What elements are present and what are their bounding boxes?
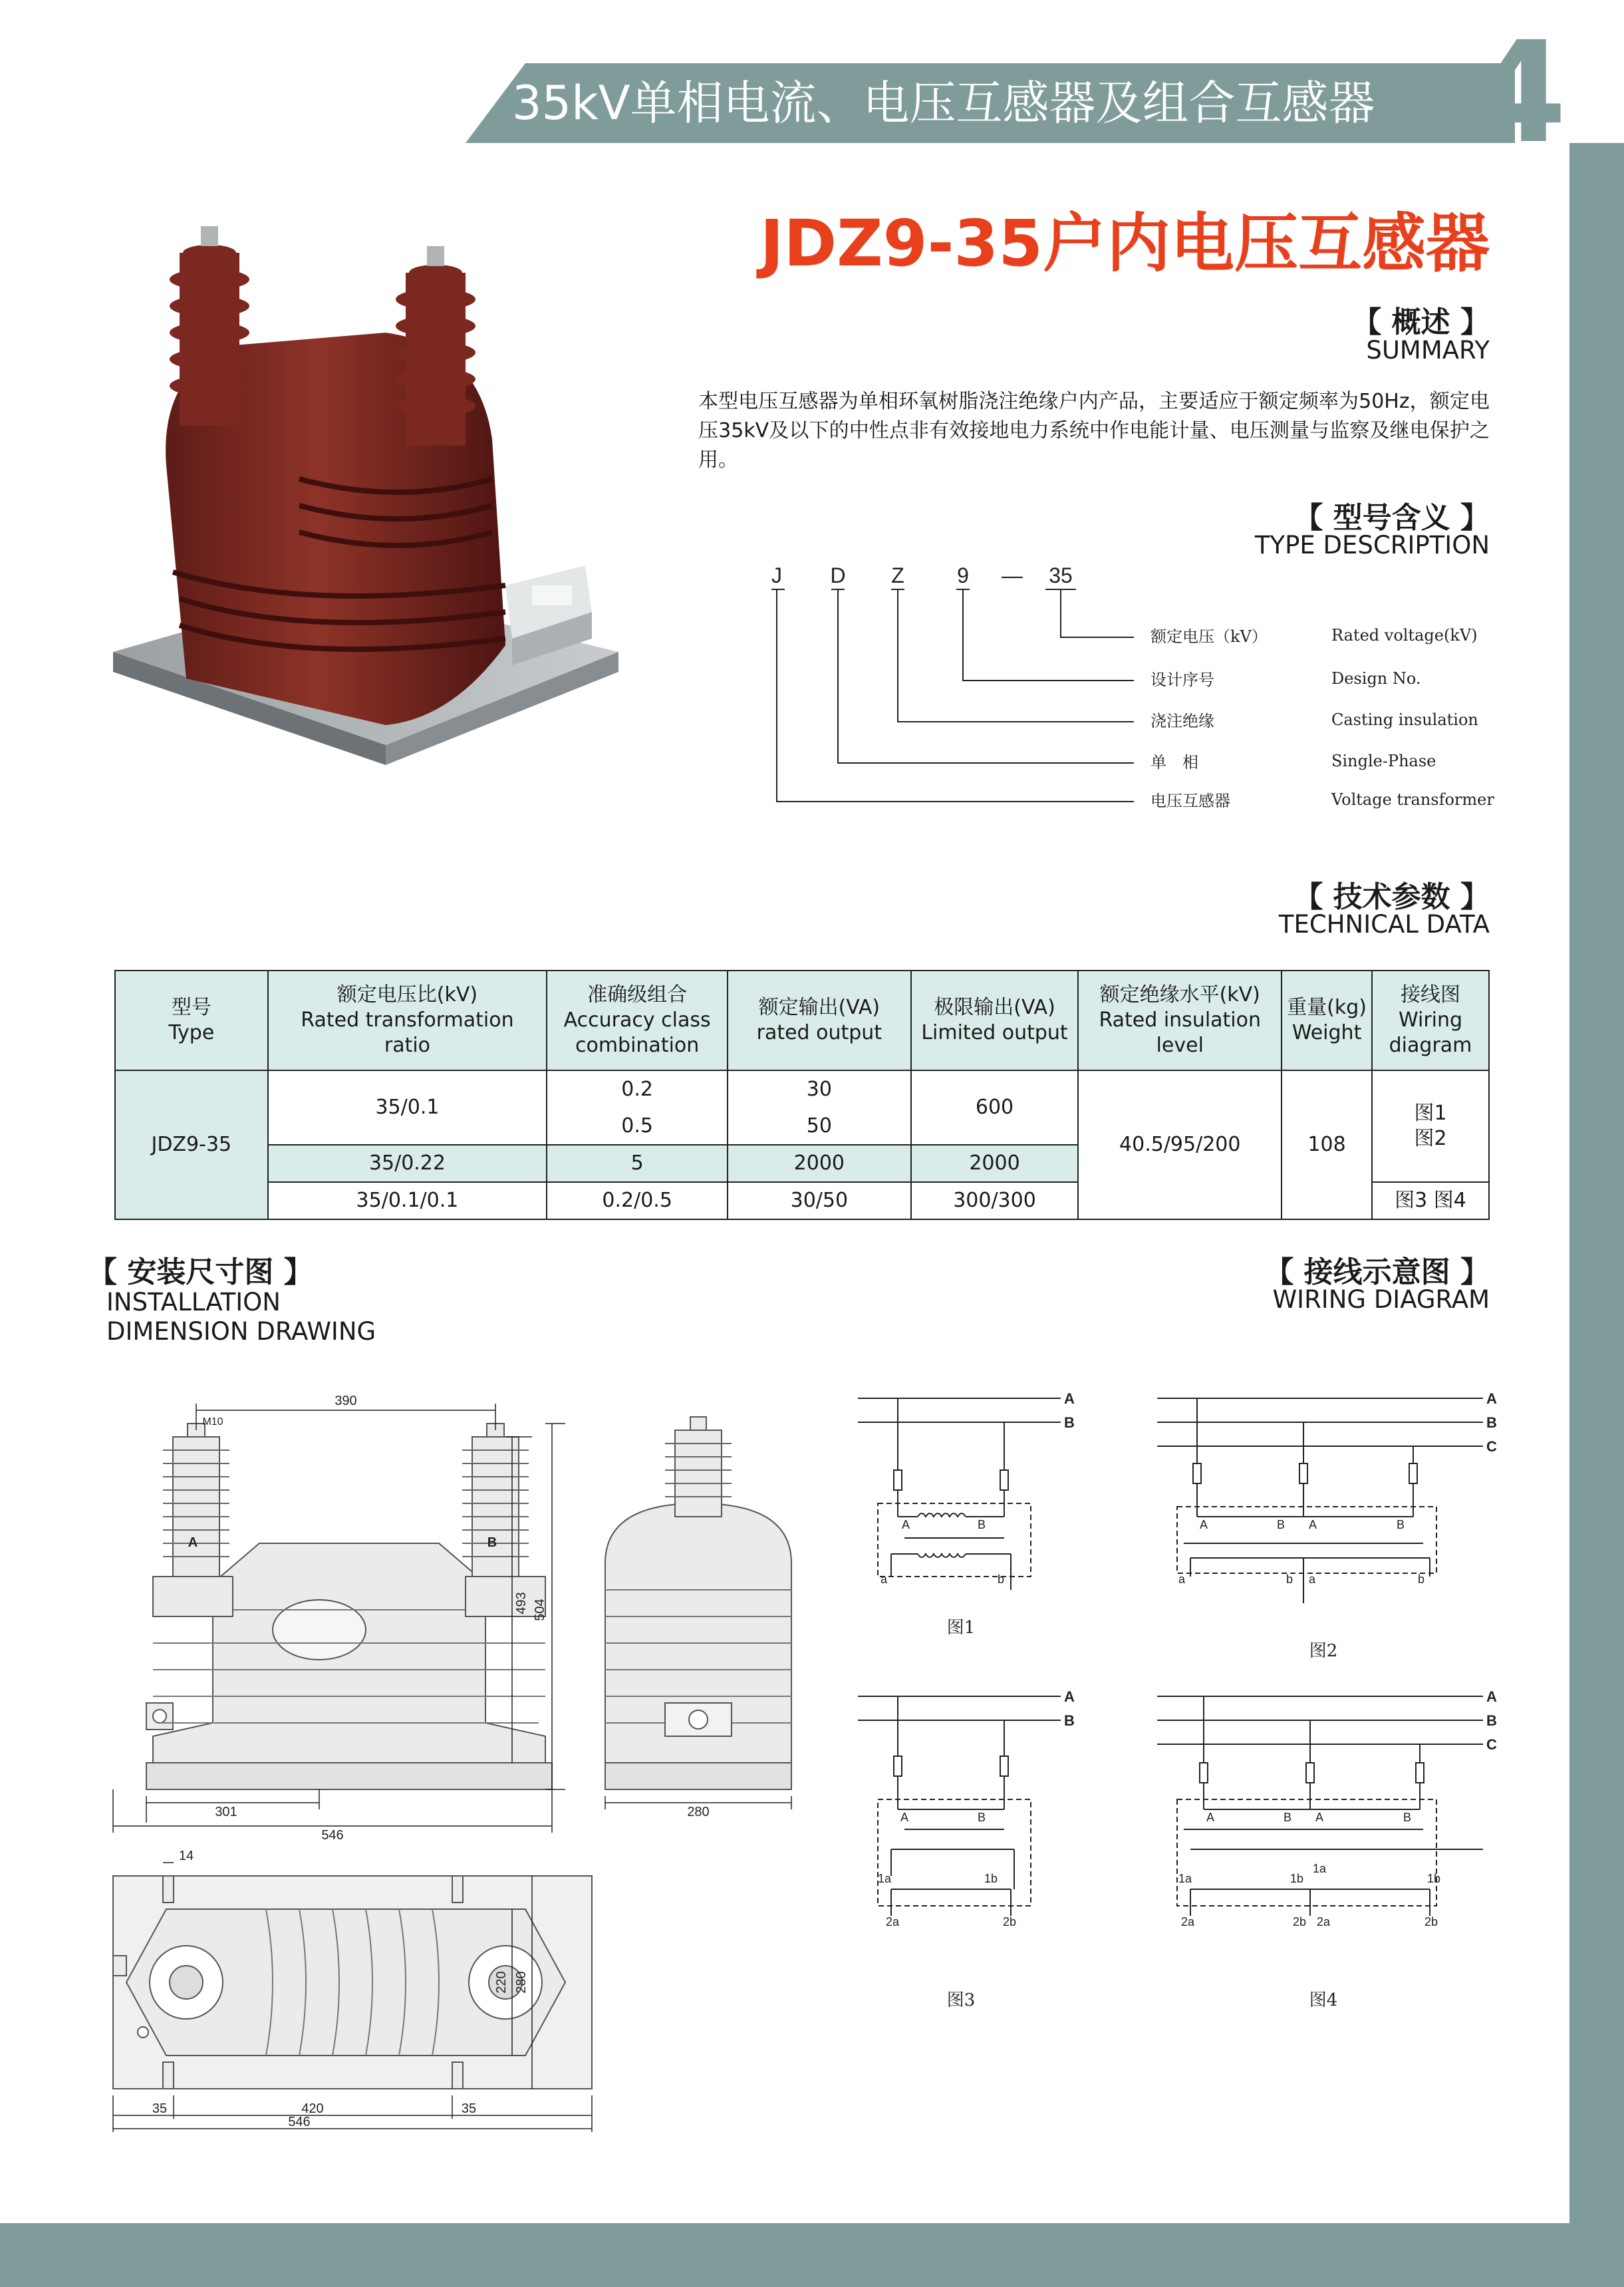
- w4-C: C: [1486, 1736, 1497, 1753]
- code-35: 35: [1049, 563, 1073, 587]
- fig2-caption: 图2: [1309, 1641, 1338, 1661]
- product-photo: [106, 213, 625, 865]
- side-band: [1569, 143, 1624, 2287]
- chapter-number: 4: [1470, 11, 1567, 174]
- dim-label-A: A: [188, 1535, 198, 1550]
- footer-band: [0, 2223, 1569, 2287]
- cell-out-4: 30/50: [728, 1182, 911, 1219]
- type-item-cn-1: 设计序号: [1150, 671, 1214, 689]
- install-heading-en1: INSTALLATION: [106, 1288, 281, 1316]
- tech-table: [114, 970, 1490, 1220]
- chapter-title: 35kV单相电流、电压互感器及组合互感器: [512, 76, 1375, 130]
- w4-pB2: B: [1403, 1811, 1412, 1824]
- cell-lim-4: 300/300: [911, 1182, 1079, 1219]
- w4-2a2: 2a: [1317, 1915, 1331, 1928]
- cell-acc-4: 0.2/0.5: [547, 1182, 728, 1219]
- summary-text: 本型电压互感器为单相环氧树脂浇注绝缘户内产品，主要适应于额定频率为50Hz，额定电压35kV及以下的中性点非有效接地电力系统中作电能计量、电压测量与监察及继电保护之用。: [698, 390, 1490, 472]
- type-item-cn-2: 浇注绝缘: [1150, 712, 1214, 730]
- w2-A: A: [1486, 1390, 1497, 1407]
- dim-280: 280: [687, 1805, 710, 1819]
- w2-b: b: [1286, 1573, 1293, 1586]
- wiring-diagrams: [851, 1384, 1516, 2022]
- w3-B: B: [1064, 1712, 1075, 1729]
- w3-2a: 2a: [886, 1915, 900, 1928]
- cell-out-2: 50: [728, 1108, 911, 1145]
- w2-B: B: [1486, 1414, 1497, 1431]
- w2-pB1: B: [1277, 1518, 1286, 1531]
- th-insulation: 额定绝缘水平(kV) Rated insulation level: [1078, 971, 1282, 1070]
- code-D: D: [830, 563, 846, 587]
- th-weight: 重量(kg) Weight: [1282, 971, 1372, 1070]
- w2-a: a: [1178, 1573, 1186, 1586]
- cell-lim-1: 600: [911, 1070, 1079, 1145]
- w3-1b: 1b: [984, 1872, 998, 1885]
- dim-504: 504: [533, 1599, 547, 1621]
- w4-1a: 1a: [1178, 1872, 1192, 1885]
- wiring-heading-en: WIRING DIAGRAM: [1272, 1285, 1490, 1314]
- type-heading-en: TYPE DESCRIPTION: [1254, 531, 1490, 559]
- install-heading: 【 安装尺寸图 】: [88, 1255, 313, 1289]
- w3-1a: 1a: [878, 1872, 892, 1885]
- type-item-en-0: Rated voltage(kV): [1331, 626, 1478, 645]
- w4-A: A: [1486, 1688, 1497, 1705]
- dim-label-B: B: [487, 1535, 497, 1550]
- cell-wiring-12: 图1 图2: [1372, 1070, 1489, 1182]
- w1-a: a: [880, 1573, 888, 1586]
- dim-420: 420: [301, 2101, 324, 2116]
- w2-pB2: B: [1397, 1518, 1405, 1531]
- w2-a2: a: [1309, 1573, 1316, 1586]
- dim-35a: 35: [152, 2101, 168, 2116]
- code-Z: Z: [891, 563, 904, 587]
- w3-2b: 2b: [1003, 1915, 1017, 1928]
- tech-heading: 【 技术参数 】: [1293, 880, 1490, 914]
- th-rated-output: 额定输出(VA) rated output: [728, 971, 911, 1070]
- w1-pA: A: [902, 1518, 910, 1531]
- w3-A: A: [1064, 1688, 1075, 1705]
- w4-2b2: 2b: [1424, 1915, 1438, 1928]
- cell-ratio-4: 35/0.1/0.1: [268, 1182, 547, 1219]
- type-item-cn-0: 额定电压（kV）: [1150, 627, 1268, 646]
- type-heading: 【 型号含义 】: [1293, 501, 1490, 535]
- type-item-en-4: Voltage transformer: [1331, 790, 1494, 809]
- w4-pB1: B: [1284, 1811, 1292, 1824]
- w2-pA2: A: [1309, 1518, 1317, 1531]
- page-number: 93: [1510, 2170, 1564, 2219]
- w2-C: C: [1486, 1438, 1497, 1455]
- type-item-en-3: Single-Phase: [1331, 752, 1436, 770]
- w1-A: A: [1064, 1390, 1075, 1407]
- type-item-cn-3: 单 相: [1150, 753, 1198, 772]
- th-limited-output: 极限输出(VA) Limited output: [911, 971, 1079, 1070]
- type-code-diagram: [758, 559, 1496, 825]
- installation-drawing: [100, 1390, 831, 2135]
- wiring-heading: 【 接线示意图 】: [1264, 1255, 1490, 1289]
- dim-m10: M10: [202, 1416, 223, 1428]
- w1-b: b: [998, 1573, 1005, 1586]
- dim-390: 390: [335, 1394, 357, 1408]
- w4-pA1: A: [1206, 1811, 1215, 1824]
- type-item-en-2: Casting insulation: [1331, 710, 1478, 729]
- cell-lim-3: 2000: [911, 1145, 1079, 1182]
- type-item-en-1: Design No.: [1331, 669, 1421, 688]
- product-title: JDZ9-35户内电压互感器: [759, 206, 1490, 281]
- w4-B: B: [1486, 1712, 1497, 1729]
- w2-pA1: A: [1200, 1518, 1208, 1531]
- dim-493: 493: [514, 1592, 529, 1614]
- w4-2b: 2b: [1293, 1915, 1307, 1928]
- dim-546b: 546: [288, 2115, 311, 2129]
- cell-ratio-1: 35/0.1: [268, 1070, 547, 1145]
- cell-acc-1: 0.2: [547, 1070, 728, 1108]
- w1-B: B: [1064, 1414, 1075, 1431]
- dim-14: 14: [178, 1849, 194, 1863]
- w3-pA: A: [900, 1811, 909, 1824]
- install-heading-en2: DIMENSION DRAWING: [106, 1317, 376, 1346]
- tech-heading-en: TECHNICAL DATA: [1278, 910, 1490, 939]
- w4-1b2: 1b: [1427, 1872, 1441, 1885]
- w4-pA2: A: [1315, 1811, 1324, 1824]
- fig4-caption: 图4: [1309, 1990, 1338, 2010]
- code-dash: —: [1002, 563, 1023, 587]
- w1-pB: B: [978, 1518, 986, 1531]
- th-ratio: 额定电压比(kV) Rated transformation ratio: [268, 971, 547, 1070]
- cell-out-3: 2000: [728, 1145, 911, 1182]
- th-accuracy: 准确级组合 Accuracy class combination: [547, 971, 728, 1070]
- cell-ratio-3: 35/0.22: [268, 1145, 547, 1182]
- w3-pB: B: [978, 1811, 986, 1824]
- summary-heading: 【 概述 】: [1352, 305, 1490, 339]
- dim-280v: 280: [514, 1971, 529, 1994]
- w4-2a: 2a: [1181, 1915, 1195, 1928]
- summary-heading-en: SUMMARY: [1366, 336, 1490, 365]
- cell-out-1: 30: [728, 1070, 911, 1108]
- cell-wiring-34: 图3 图4: [1372, 1182, 1489, 1219]
- dim-301: 301: [215, 1805, 237, 1819]
- dim-220: 220: [494, 1971, 509, 1994]
- cell-acc-3: 5: [547, 1145, 728, 1182]
- cell-type: JDZ9-35: [115, 1070, 268, 1219]
- dim-35b: 35: [461, 2101, 477, 2116]
- cell-acc-2: 0.5: [547, 1108, 728, 1145]
- w4-1a2: 1a: [1313, 1862, 1327, 1875]
- code-J: J: [771, 563, 782, 587]
- fig1-caption: 图1: [946, 1618, 976, 1638]
- code-9: 9: [957, 563, 969, 587]
- fig3-caption: 图3: [946, 1990, 976, 2010]
- w4-1b: 1b: [1290, 1872, 1304, 1885]
- cell-insulation: 40.5/95/200: [1078, 1070, 1282, 1219]
- cell-weight: 108: [1282, 1070, 1372, 1219]
- w2-b2: b: [1418, 1573, 1425, 1586]
- th-type: 型号 Type: [115, 971, 268, 1070]
- th-wiring: 接线图 Wiring diagram: [1372, 971, 1489, 1070]
- type-item-cn-4: 电压互感器: [1150, 792, 1230, 810]
- dim-546: 546: [321, 1828, 344, 1843]
